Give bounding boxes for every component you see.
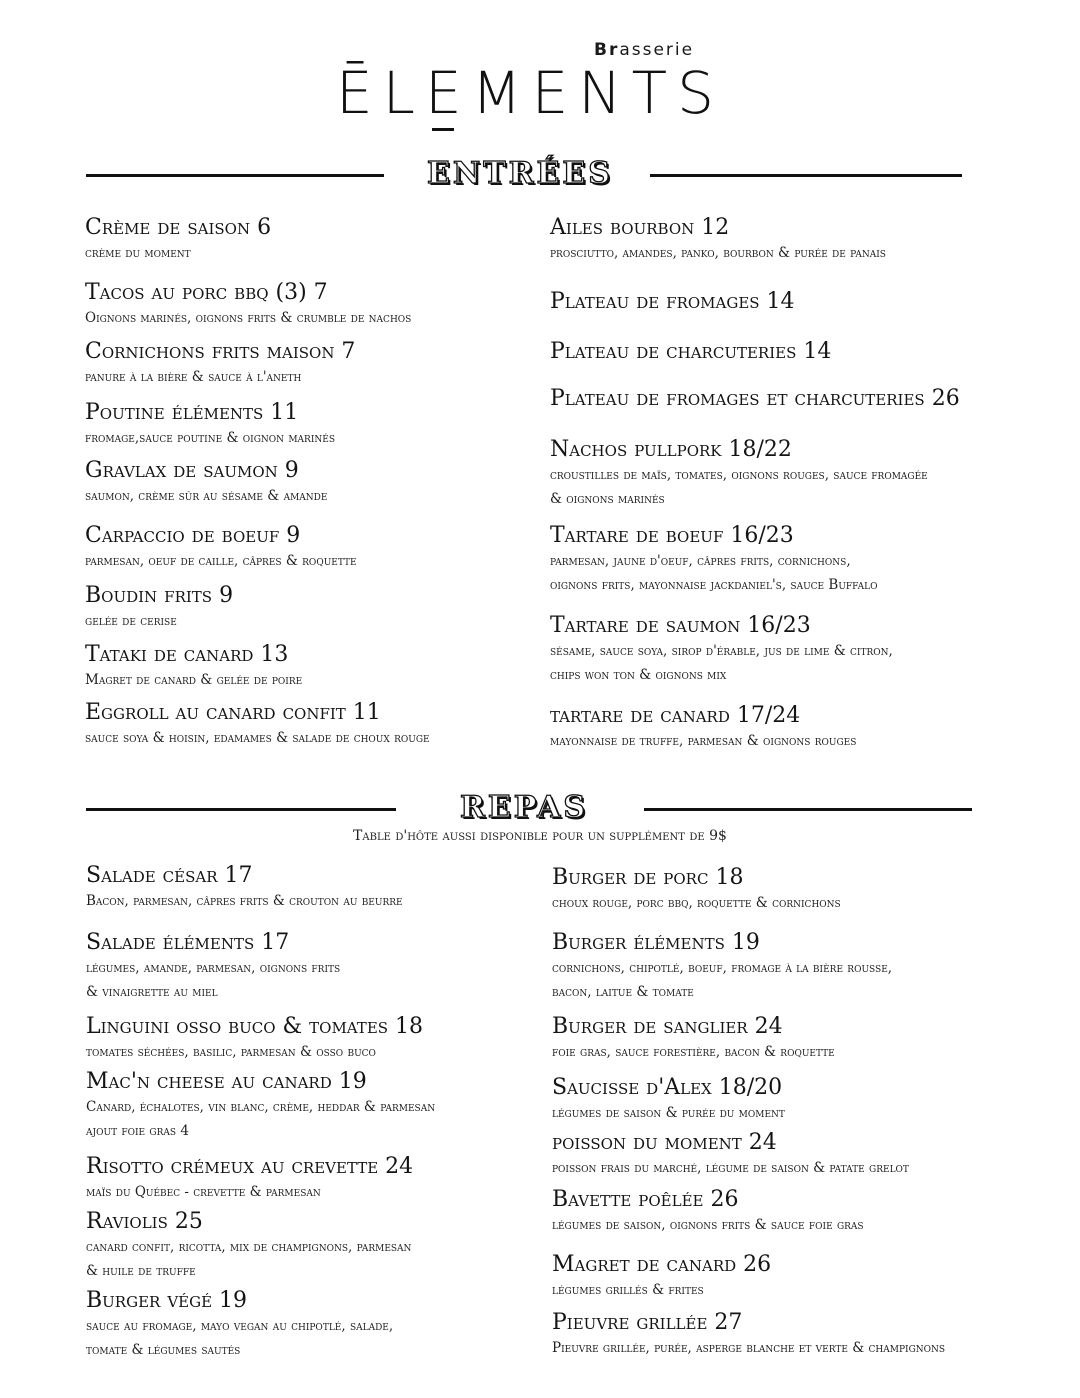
menu-item (552, 1187, 1072, 1237)
menu-item-name: tartare de canard 17/24 (550, 703, 801, 728)
menu-item (552, 930, 1072, 1004)
menu-item-description: cornichons, chipotlé, boeuf, fromage à la bière rousse, (552, 960, 893, 976)
brand-subtitle: Brasserie (594, 40, 695, 60)
menu-item-description: canard confit, ricotta, mix de champignons, parmesan (86, 1239, 412, 1255)
menu-item (85, 583, 605, 633)
menu-item (85, 642, 605, 692)
menu-item-name: Burger éléments 19 (552, 930, 760, 955)
heading-rule-right (650, 174, 962, 177)
menu-item-description: foie gras, sauce forestière, bacon & roquette (552, 1044, 835, 1060)
menu-item-name: Bavette poêlée 26 (552, 1187, 739, 1212)
menu-item-name: Boudin frits 9 (85, 583, 234, 608)
menu-item-name: Tacos au porc bbq (3) 7 (85, 280, 328, 305)
menu-item-description: Magret de canard & gelée de poire (85, 672, 303, 688)
menu-item-description: crème du moment (85, 245, 191, 261)
menu-item-description: Canard, échalotes, vin blanc, crème, heddar & parmesan (86, 1099, 436, 1115)
menu-item-name: Burger de sanglier 24 (552, 1014, 783, 1039)
menu-item-name: Salade éléments 17 (86, 930, 290, 955)
menu-item (85, 400, 605, 450)
menu-item-description: maïs du Québec - crevette & parmesan (86, 1184, 321, 1200)
menu-item-description: parmesan, oeuf de caille, câpres & roquette (85, 553, 357, 569)
menu-item-name: Ailes bourbon 12 (550, 215, 730, 240)
heading-rule-left (86, 808, 396, 811)
menu-item (85, 215, 605, 265)
menu-item (85, 339, 605, 389)
menu-item-name: Mac'n cheese au canard 19 (86, 1069, 367, 1094)
menu-item-description: bacon, laitue & tomate (552, 984, 694, 1000)
menu-item (552, 1310, 1072, 1360)
menu-item-description: parmesan, jaune d'oeuf, câpres frits, cornichons, (550, 553, 851, 569)
menu-item-description: tomates séchées, basilic, parmesan & osso buco (86, 1044, 376, 1060)
menu-item (550, 523, 1070, 597)
menu-item-name: Plateau de fromages 14 (550, 289, 795, 314)
menu-item-description: mayonnaise de truffe, parmesan & oignons rouges (550, 733, 857, 749)
menu-item (552, 1252, 1072, 1302)
menu-item (86, 1069, 606, 1143)
menu-item-name: Risotto crémeux au crevette 24 (86, 1154, 414, 1179)
menu-item (85, 523, 605, 573)
menu-item-description: & vinaigrette au miel (86, 984, 218, 1000)
menu-item (86, 1154, 606, 1204)
menu-item-description: Oignons marinés, oignons frits & crumble de nachos (85, 310, 412, 326)
entrees-title: ENTRÉES (427, 156, 613, 191)
menu-item (550, 613, 1070, 687)
menu-item-description: fromage,sauce poutine & oignon marinés (85, 430, 335, 446)
heading-rule-right (644, 808, 972, 811)
logo-underbar (432, 128, 454, 131)
menu-item-description: sauce soya & hoisin, edamames & salade de choux rouge (85, 730, 430, 746)
menu-item-description: tomate & légumes sautés (86, 1342, 241, 1358)
brand-logo: ĒLEMENTS (336, 59, 724, 127)
menu-item-description: choux rouge, porc bbq, roquette & cornichons (552, 895, 841, 911)
entrees-heading (0, 156, 1080, 196)
table-dhote-note: Table d'hôte aussi disponible pour un supplément de 9$ (353, 828, 727, 844)
menu-item-description: ajout foie gras 4 (86, 1123, 189, 1139)
menu-item (550, 437, 1070, 511)
menu-item-description: poisson frais du marché, légume de saison & patate grelot (552, 1160, 909, 1176)
menu-item-name: Tataki de canard 13 (85, 642, 289, 667)
menu-item-description: croustilles de maïs, tomates, oignons rouges, sauce fromagée (550, 467, 928, 483)
menu-item (85, 280, 605, 330)
menu-item-description: prosciutto, amandes, panko, bourbon & purée de panais (550, 245, 886, 261)
menu-item-description: légumes, amande, parmesan, oignons frits (86, 960, 341, 976)
menu-item-name: Pieuvre grillée 27 (552, 1310, 743, 1335)
menu-item-description: sésame, sauce soya, sirop d'érable, jus de lime & citron, (550, 643, 893, 659)
menu-item-name: Poutine éléments 11 (85, 400, 299, 425)
menu-item-description: légumes de saison & purée du moment (552, 1105, 785, 1121)
menu-item (552, 1130, 1072, 1180)
menu-item (86, 1288, 606, 1362)
menu-item (552, 1075, 1072, 1125)
menu-item-description: & huile de truffe (86, 1263, 196, 1279)
menu-item-description: Bacon, parmesan, câpres frits & crouton au beurre (86, 893, 403, 909)
menu-item-description: oignons frits, mayonnaise jackdaniel's, sauce Buffalo (550, 577, 878, 593)
repas-title: REPAS (459, 790, 589, 825)
menu-item-name: Burger végé 19 (86, 1288, 248, 1313)
menu-item (550, 289, 1070, 315)
menu-item-name: poisson du moment 24 (552, 1130, 777, 1155)
menu-item-description: légumes grillés & frites (552, 1282, 704, 1298)
menu-item-name: Tartare de boeuf 16/23 (550, 523, 794, 548)
menu-item-name: Cornichons frits maison 7 (85, 339, 356, 364)
menu-item (552, 1014, 1072, 1064)
menu-item-name: Crème de saison 6 (85, 215, 272, 240)
menu-item-description: sauce au fromage, mayo vegan au chipotlé, salade, (86, 1318, 394, 1334)
menu-item-name: Plateau de charcuteries 14 (550, 339, 832, 364)
menu-item-name: Gravlax de saumon 9 (85, 458, 299, 483)
menu-item-name: Salade césar 17 (86, 863, 253, 888)
menu-item-name: Carpaccio de boeuf 9 (85, 523, 301, 548)
menu-item-name: Raviolis 25 (86, 1209, 203, 1234)
menu-item-name: Plateau de fromages et charcuteries 26 (550, 386, 960, 411)
repas-heading (0, 790, 1080, 830)
menu-item-description: gelée de cerise (85, 613, 177, 629)
menu-item-description: légumes de saison, oignons frits & sauce foie gras (552, 1217, 864, 1233)
menu-item (85, 700, 605, 750)
heading-rule-left (86, 174, 384, 177)
menu-item (86, 863, 606, 913)
menu-item-description: panure à la bière & sauce à l'aneth (85, 369, 302, 385)
menu-item (550, 339, 1070, 365)
menu-item-name: Tartare de saumon 16/23 (550, 613, 811, 638)
menu-item-name: Burger de porc 18 (552, 865, 744, 890)
menu-item (85, 458, 605, 508)
menu-item (86, 1014, 606, 1064)
menu-item (86, 1209, 606, 1283)
menu-item-name: Saucisse d'Alex 18/20 (552, 1075, 783, 1100)
menu-item-description: Pieuvre grillée, purée, asperge blanche et verte & champignons (552, 1340, 946, 1356)
menu-item-name: Linguini osso buco & tomates 18 (86, 1014, 424, 1039)
menu-item (550, 386, 1070, 412)
menu-item-description: chips won ton & oignons mix (550, 667, 727, 683)
menu-item (552, 865, 1072, 915)
menu-item-name: Nachos pullpork 18/22 (550, 437, 792, 462)
menu-item-description: saumon, crème sûr au sésame & amande (85, 488, 328, 504)
menu-item (86, 930, 606, 1004)
menu-item-name: Eggroll au canard confit 11 (85, 700, 381, 725)
menu-item (550, 215, 1070, 265)
menu-item-description: & oignons marinés (550, 491, 665, 507)
menu-item-name: Magret de canard 26 (552, 1252, 772, 1277)
menu-item (550, 703, 1070, 753)
